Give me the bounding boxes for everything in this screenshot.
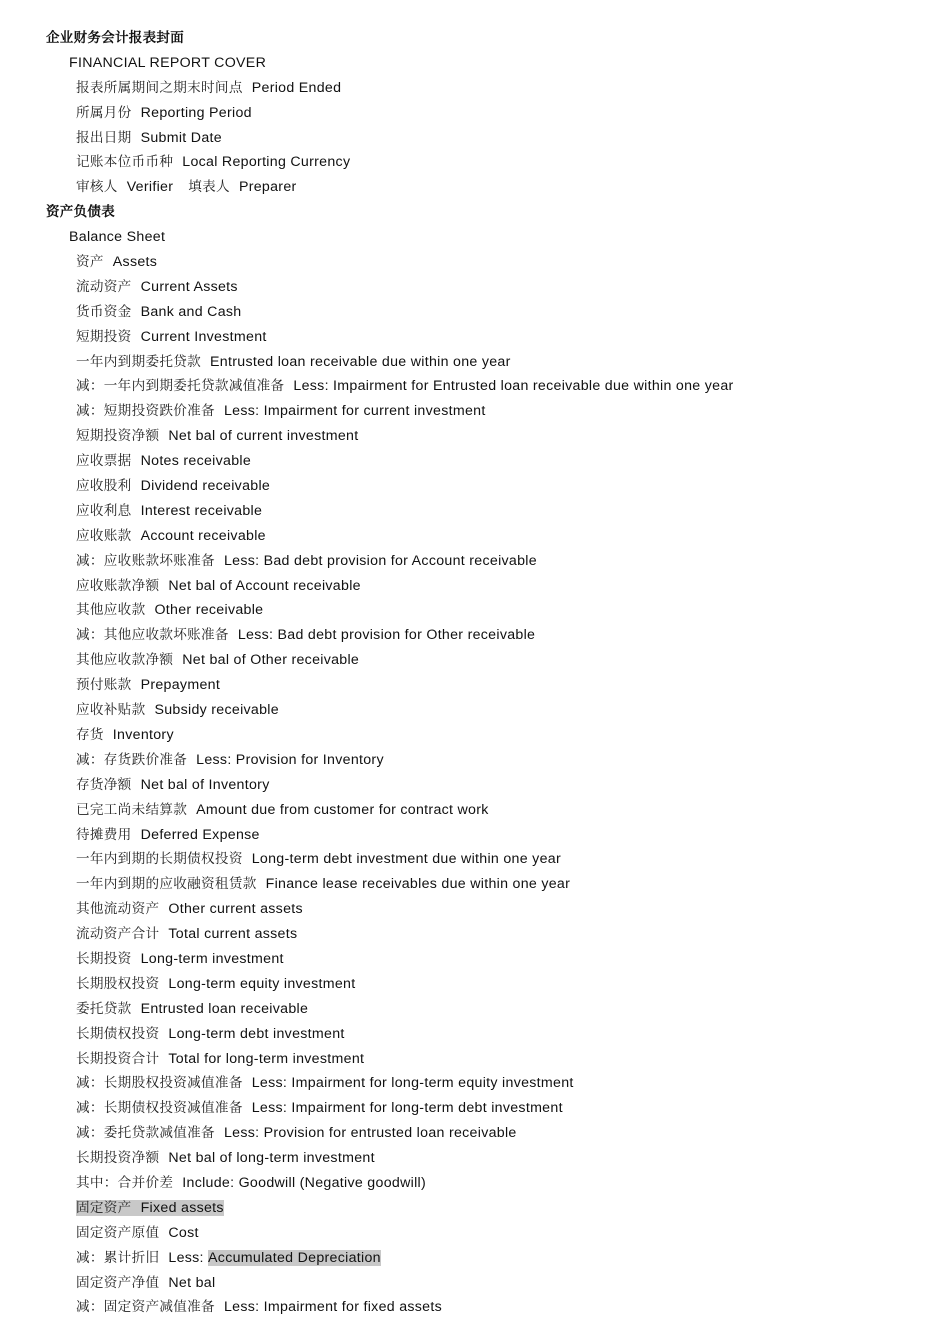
- label-en: Other current assets: [168, 901, 303, 918]
- label-zh: 应收账款净额: [76, 577, 160, 594]
- label-zh: 一年内到期的应收融资租赁款: [76, 876, 257, 893]
- label-zh: 应收补贴款: [76, 702, 146, 719]
- label-en: Dividend receivable: [140, 478, 271, 495]
- label-zh: 长期投资净额: [76, 1150, 160, 1167]
- document-line: [0, 872, 950, 897]
- line-content: [76, 951, 284, 967]
- label-en: Net bal: [168, 1274, 216, 1291]
- line-content: [76, 1175, 426, 1191]
- document-line: [0, 847, 950, 872]
- label-en: Current Assets: [140, 278, 238, 295]
- label-zh: 减：委托贷款减值准备: [76, 1125, 215, 1142]
- document-line: [0, 698, 950, 723]
- label-en: Current Investment: [140, 328, 267, 345]
- line-content: [76, 403, 486, 419]
- label-zh: 应收票据: [76, 453, 132, 470]
- label-en: Notes receivable: [140, 453, 252, 470]
- document-line: [0, 549, 950, 574]
- line-content: [76, 304, 242, 320]
- cover-title: 企业财务会计报表封面: [46, 30, 184, 46]
- line-content: [76, 802, 489, 818]
- line-content: [76, 428, 358, 444]
- document-line: [0, 101, 950, 126]
- label-en-highlight: Accumulated Depreciation: [208, 1249, 381, 1266]
- line-content: [76, 1150, 375, 1166]
- line-content: [76, 503, 262, 519]
- line-content: [76, 851, 561, 867]
- line-content: [76, 1275, 215, 1291]
- label-en: Total for long-term investment: [168, 1050, 365, 1067]
- line-content: [76, 1299, 442, 1315]
- label-en: Inventory: [112, 726, 174, 743]
- balance-sheet-title: 资产负债表: [46, 204, 115, 221]
- line-content: [76, 1225, 199, 1241]
- line-content: [76, 1250, 381, 1266]
- document-line: [0, 1171, 950, 1196]
- label-en: Prepayment: [140, 677, 221, 694]
- document-line: [0, 1271, 950, 1296]
- label-zh: 短期投资: [76, 328, 132, 345]
- label-zh: 长期股权投资: [76, 975, 160, 992]
- label-zh: 减：长期股权投资减值准备: [76, 1075, 243, 1092]
- line-content: [76, 279, 238, 295]
- label-zh: 一年内到期委托贷款: [76, 353, 202, 370]
- label-en: Net bal of Account receivable: [168, 577, 361, 594]
- label-zh: 预付账款: [76, 677, 132, 694]
- label-zh: 报出日期: [76, 129, 132, 146]
- label-en: Period Ended: [251, 79, 342, 96]
- cover-signers-line: [0, 175, 950, 200]
- label-en: Deferred Expense: [140, 826, 260, 843]
- label-en: Interest receivable: [140, 502, 263, 519]
- document-line: [0, 648, 950, 673]
- label-en: Long-term debt investment: [168, 1025, 345, 1042]
- line-content: [76, 154, 350, 170]
- label-en: Less: Impairment for long-term debt investment: [251, 1100, 563, 1117]
- label-zh: 减：存货跌价准备: [76, 751, 188, 768]
- line-content: [76, 827, 260, 843]
- label-en: Less: Provision for entrusted loan receivable: [223, 1125, 517, 1142]
- label-en: Submit Date: [140, 129, 222, 146]
- label-zh: 其他应收款净额: [76, 652, 174, 669]
- label-en: Long-term equity investment: [168, 975, 356, 992]
- line-content: [76, 976, 355, 992]
- label-en: Net bal of Other receivable: [182, 652, 360, 669]
- line-content: [76, 528, 266, 544]
- document-line: [0, 374, 950, 399]
- label-zh: 减：累计折旧: [76, 1249, 160, 1266]
- line-content: [76, 1001, 308, 1017]
- line-content: [76, 354, 511, 370]
- document-line: [0, 300, 950, 325]
- label-en: Finance lease receivables due within one year: [265, 876, 571, 893]
- balance-sheet-items: [0, 250, 950, 1320]
- label-en: Fixed assets: [140, 1199, 224, 1216]
- label-en: Less: Impairment for current investment: [223, 403, 486, 420]
- line-content: [76, 130, 222, 146]
- document-line: [0, 275, 950, 300]
- line-content: [76, 1075, 574, 1091]
- document-line: [0, 773, 950, 798]
- label-zh: 短期投资净额: [76, 428, 160, 445]
- label-zh: 应收利息: [76, 502, 132, 519]
- document-line: [0, 1096, 950, 1121]
- label-en: Net bal of current investment: [168, 428, 359, 445]
- label-zh: 固定资产净值: [76, 1274, 160, 1291]
- line-content: [76, 677, 220, 693]
- line-content: [76, 553, 537, 569]
- document-line: [0, 350, 950, 375]
- balance-sheet-subtitle: Balance Sheet: [69, 229, 166, 246]
- preparer-label-en: Preparer: [238, 179, 297, 196]
- label-en: Less: Bad debt provision for Other receivable: [237, 627, 536, 644]
- line-content: [76, 478, 270, 494]
- label-zh: 委托贷款: [76, 1000, 132, 1017]
- document: [0, 26, 950, 1320]
- line-content: [76, 901, 303, 917]
- label-en: Reporting Period: [140, 104, 252, 121]
- document-line: [0, 623, 950, 648]
- line-content: [76, 329, 267, 345]
- label-en: Entrusted loan receivable: [140, 1000, 309, 1017]
- label-zh: 应收股利: [76, 478, 132, 495]
- document-line: [0, 997, 950, 1022]
- label-zh: 其中：合并价差: [76, 1174, 174, 1191]
- label-en: Net bal of long-term investment: [168, 1150, 375, 1167]
- line-content: [76, 652, 359, 668]
- label-zh: 长期债权投资: [76, 1025, 160, 1042]
- label-zh: 固定资产: [76, 1199, 132, 1216]
- label-en: Assets: [112, 254, 158, 271]
- cover-subtitle: FINANCIAL REPORT COVER: [69, 54, 267, 71]
- label-zh: 应收账款: [76, 527, 132, 544]
- document-line: [0, 574, 950, 599]
- label-zh: 长期投资: [76, 950, 132, 967]
- line-content: [76, 777, 270, 793]
- label-zh: 货币资金: [76, 303, 132, 320]
- document-line: [0, 1295, 950, 1320]
- document-line: [0, 1146, 950, 1171]
- document-line: [0, 126, 950, 151]
- label-en: Less: Provision for Inventory: [196, 751, 384, 768]
- document-line: [0, 1047, 950, 1072]
- label-en: Total current assets: [168, 926, 298, 943]
- label-en: Other receivable: [154, 602, 264, 619]
- document-line: [0, 150, 950, 175]
- line-content: [76, 1026, 345, 1042]
- document-line: [0, 598, 950, 623]
- document-line: [0, 1221, 950, 1246]
- label-zh: 其他应收款: [76, 602, 146, 619]
- document-line: [0, 823, 950, 848]
- label-en: Cost: [168, 1224, 199, 1241]
- label-zh: 已完工尚未结算款: [76, 801, 188, 818]
- label-zh: 存货: [76, 726, 104, 743]
- document-line: [0, 897, 950, 922]
- document-line: [0, 524, 950, 549]
- label-zh: 报表所属期间之期末时间点: [76, 79, 243, 96]
- label-zh: 流动资产: [76, 278, 132, 295]
- line-content: [76, 702, 279, 718]
- label-zh: 减：长期债权投资减值准备: [76, 1100, 243, 1117]
- document-line: [0, 1246, 950, 1271]
- line-content: [76, 453, 251, 469]
- label-en: Less: Impairment for long-term equity investment: [251, 1075, 574, 1092]
- document-line: [0, 1071, 950, 1096]
- label-en: Long-term debt investment due within one year: [251, 851, 561, 868]
- document-line: [0, 1022, 950, 1047]
- label-en: Account receivable: [140, 527, 266, 544]
- label-en: Less: Impairment for fixed assets: [223, 1299, 443, 1316]
- document-line: [0, 474, 950, 499]
- document-line: [0, 499, 950, 524]
- label-zh: 资产: [76, 254, 104, 271]
- line-content: [76, 602, 263, 618]
- label-en: Amount due from customer for contract work: [196, 801, 489, 818]
- line-content: [76, 80, 341, 96]
- document-line: [0, 1121, 950, 1146]
- line-content: [76, 1100, 563, 1116]
- label-en: Subsidy receivable: [154, 702, 279, 719]
- document-line: [0, 748, 950, 773]
- label-zh: 减：一年内到期委托贷款减值准备: [76, 378, 285, 395]
- document-line: [0, 449, 950, 474]
- cover-fields: [0, 76, 950, 176]
- label-zh: 减：短期投资跌价准备: [76, 403, 215, 420]
- document-line: [0, 424, 950, 449]
- document-line: [0, 76, 950, 101]
- line-content: [76, 876, 570, 892]
- line-content: [76, 578, 361, 594]
- label-en: Less: Impairment for Entrusted loan receivable due within one year: [293, 378, 734, 395]
- label-zh: 记账本位币币种: [76, 154, 174, 171]
- line-content: [76, 105, 252, 121]
- line-content: [76, 254, 157, 270]
- line-content: [76, 627, 535, 643]
- label-zh: 减：应收账款坏账准备: [76, 552, 215, 569]
- document-line: [0, 947, 950, 972]
- line-content: [76, 378, 734, 394]
- document-line: [0, 250, 950, 275]
- document-line: [0, 723, 950, 748]
- label-zh: 其他流动资产: [76, 901, 160, 918]
- preparer-label-zh: 填表人: [188, 179, 230, 196]
- line-content: [76, 1125, 517, 1141]
- label-zh: 所属月份: [76, 104, 132, 121]
- line-content: [76, 926, 297, 942]
- line-content: [76, 727, 174, 743]
- document-line: [0, 798, 950, 823]
- document-line: [0, 673, 950, 698]
- verifier-label-zh: 审核人: [76, 179, 118, 196]
- label-zh: 存货净额: [76, 776, 132, 793]
- label-en: Include: Goodwill (Negative goodwill): [182, 1174, 426, 1191]
- document-line: [0, 972, 950, 997]
- document-line: [0, 399, 950, 424]
- label-en: Bank and Cash: [140, 303, 242, 320]
- label-en: Entrusted loan receivable due within one year: [210, 353, 511, 370]
- label-zh: 减：其他应收款坏账准备: [76, 627, 229, 644]
- label-zh: 长期投资合计: [76, 1050, 160, 1067]
- label-en: Long-term investment: [140, 950, 284, 967]
- label-en: Net bal of Inventory: [140, 776, 270, 793]
- document-line: [0, 325, 950, 350]
- line-content: [76, 752, 384, 768]
- document-line: [0, 922, 950, 947]
- label-zh: 减：固定资产减值准备: [76, 1299, 215, 1316]
- label-en: Less: Bad debt provision for Account receivable: [223, 552, 537, 569]
- label-zh: 流动资产合计: [76, 926, 160, 943]
- label-zh: 待摊费用: [76, 826, 132, 843]
- label-en: Local Reporting Currency: [182, 154, 351, 171]
- verifier-label-en: Verifier: [126, 179, 174, 196]
- label-zh: 固定资产原值: [76, 1224, 160, 1241]
- line-content: [76, 1051, 364, 1067]
- label-zh: 一年内到期的长期债权投资: [76, 851, 243, 868]
- document-line: [0, 1196, 950, 1221]
- label-en: Less:: [168, 1249, 204, 1266]
- line-content: [76, 1200, 224, 1216]
